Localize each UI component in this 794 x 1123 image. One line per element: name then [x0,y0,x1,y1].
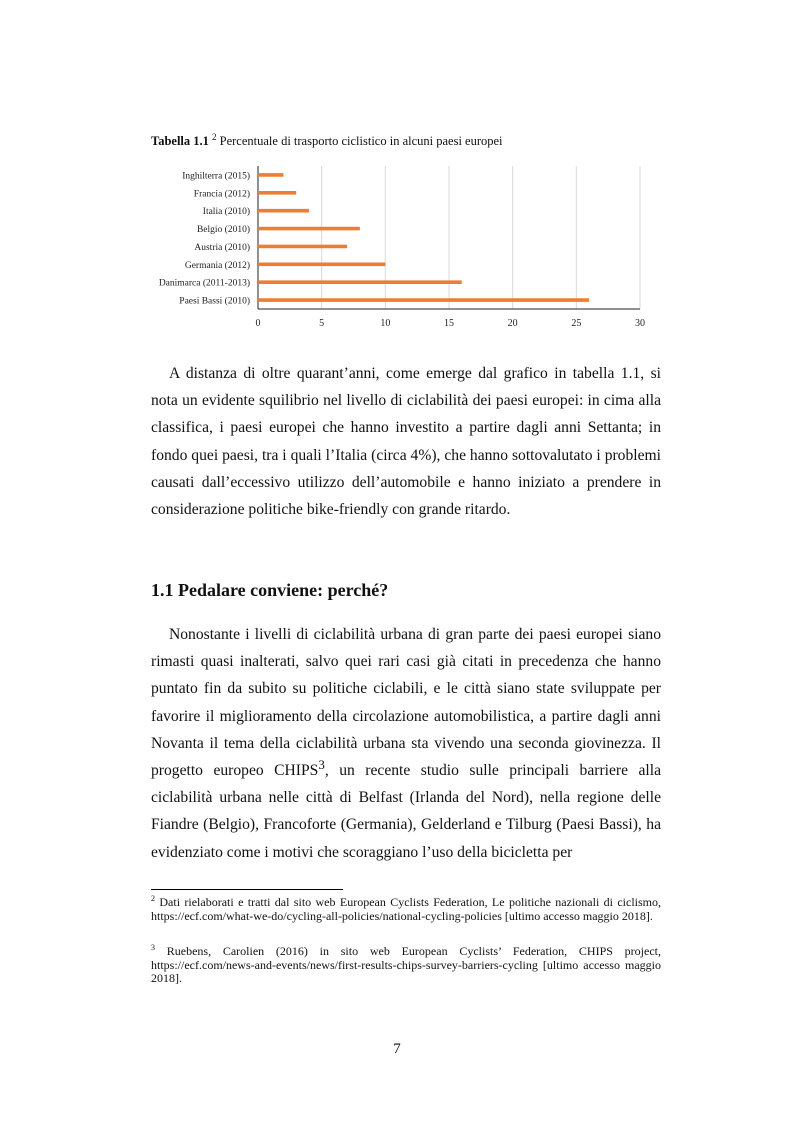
table-caption [151,131,503,149]
footnote-3-text: Ruebens, Carolien (2016) in sito web European Cyclists’ Federation, CHIPS project, https://ecf.com/news-and-events/news/first-results-chips-survey-barriers-cycling [ultimo accesso maggio 2018]. [151,944,661,985]
x-tick-label-10: 10 [380,318,391,329]
bar-belgio-2010 [258,227,360,231]
caption-label: Tabella 1.1 [151,134,209,148]
bar-francia-2012 [258,191,296,195]
bar-italia-2010 [258,209,309,213]
paragraph-2-text-after: , un recente studio sulle principali barriere alla ciclabilità urbana nelle città di Belfast (Irlanda del Nord), nella regione delle Fiandre (Belgio), Francoforte (Germania), Gelderland e Tilburg (Paesi Bassi), ha evidenziato come i motivi che scoraggiano l’uso della bicicletta per [151,762,661,861]
category-label-belgio-2010: Belgio (2010) [196,225,250,236]
category-label-germania-2012: Germania (2012) [184,260,250,271]
footnote-3-number: 3 [151,943,155,952]
category-label-danimarca-2011-2013: Danimarca (2011-2013) [158,278,250,289]
page-number: 7 [393,1041,401,1057]
caption-footnote-ref: 2 [212,131,217,142]
paragraph-1: A distanza di oltre quarant’anni, come emerge dal grafico in tabella 1.1, si nota un evidente squilibrio nel livello di ciclabilità dei paesi europei: in cima alla classifica, i paesi europei che hanno investito a partire dagli anni Settanta; in fondo quei paesi, tra i quali l’Italia (circa 4%), che hanno sottovalutato i problemi causati dall’eccessivo utilizzo dell’automobile e hanno iniziato a prendere in considerazione politiche bike-friendly con grande ritardo. [151,365,661,519]
bar-germania-2012 [258,263,385,267]
x-tick-label-30: 30 [635,318,645,329]
cycling-bar-chart [140,158,660,338]
bar-paesi-bassi-2010 [258,298,589,302]
footnote-3 [151,945,661,986]
x-tick-label-15: 15 [444,318,454,329]
footnote-2-text: Dati rielaborati e tratti dal sito web European Cyclists Federation, Le politiche nazionali di ciclismo, https://ecf.com/what-we-do/cycling-all-policies/national-cycling-policies [ultimo accesso maggio 2018]. [151,895,662,923]
x-tick-label-25: 25 [571,318,582,329]
footnote-2-number: 2 [151,894,155,903]
category-label-austria-2010: Austria (2010) [194,242,250,253]
paragraph-2 [151,621,661,866]
x-tick-label-5: 5 [319,318,325,329]
category-label-italia-2010: Italia (2010) [202,207,250,218]
category-label-paesi-bassi-2010: Paesi Bassi (2010) [179,296,250,307]
section-heading: 1.1 Pedalare conviene: perché? [151,580,389,600]
category-label-francia-2012: Francia (2012) [193,189,250,200]
caption-text: Percentuale di trasporto ciclistico in alcuni paesi europei [219,134,503,148]
footnote-divider [151,889,343,890]
bar-austria-2010 [258,245,347,249]
paragraph-2-text-before: Nonostante i livelli di ciclabilità urbana di gran parte dei paesi europei siano rimasti quasi inalterati, salvo quei rari casi già citati in precedenza che hanno puntato fin da subito su politiche ciclabili, e le città siano state sviluppate per favorire il miglioramento della circolazione automobilistica, a partire dagli anni Novanta il tema della ciclabilità urbana sta vivendo una seconda giovinezza. Il progetto europeo CHIPS [151,626,661,780]
x-tick-label-20: 20 [507,318,518,329]
footnote-ref-3: 3 [318,756,325,772]
category-label-inghilterra-2015: Inghilterra (2015) [182,171,250,182]
bar-inghilterra-2015 [258,173,283,177]
bar-danimarca-2011-2013 [258,280,462,284]
x-tick-label-0: 0 [255,318,261,329]
footnote-2 [151,896,661,923]
